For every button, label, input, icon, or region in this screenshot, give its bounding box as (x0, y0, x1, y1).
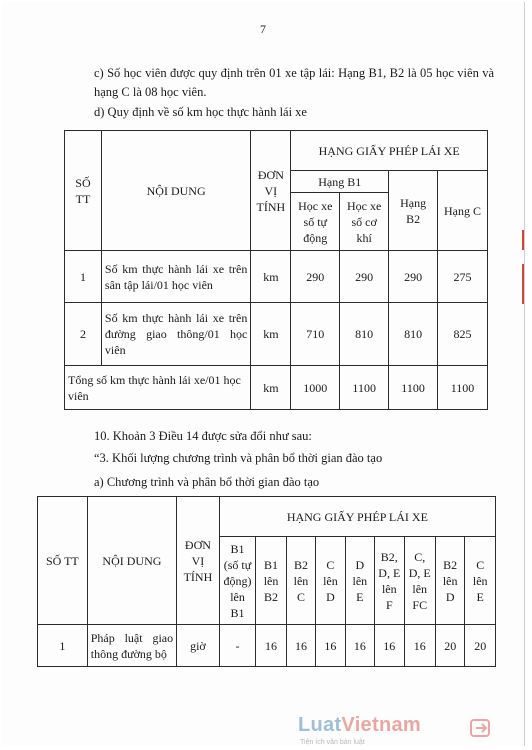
header-col-d-e: D lên E (345, 537, 374, 625)
row-b1-manual: 810 (340, 303, 389, 366)
row-value: 20 (435, 625, 464, 667)
row-unit: giờ (177, 625, 220, 667)
header-hang-b1: Hạng B1 (291, 171, 389, 193)
document-page (2, 2, 525, 746)
margin-stamp-mark (522, 264, 525, 304)
header-col-b2-d: B2 lên D (435, 537, 464, 625)
header-b1-auto: Học xe số tự động (291, 193, 340, 251)
table-row (65, 251, 488, 303)
row-content: Số km thực hành lái xe trên sân tập lái/01 học viên (101, 251, 250, 303)
luatvietnam-watermark (298, 712, 498, 746)
row-value: - (219, 625, 256, 667)
total-b1-auto: 1000 (291, 366, 340, 410)
paragraph-khoi-luong: “3. Khối lượng chương trình và phân bổ thời gian đào tạo (94, 451, 383, 465)
table-row (65, 303, 488, 366)
header-col-b2de-f: B2, D, E lên F (375, 537, 404, 625)
watermark-tagline: Tiện ích văn bản luật (300, 739, 365, 746)
row-stt: 1 (38, 625, 88, 667)
row-value: 16 (286, 625, 315, 667)
header-col-c-d: C lên D (316, 537, 345, 625)
header-col-c-e: C lên E (465, 537, 496, 625)
row-b2: 290 (389, 251, 438, 303)
header-hang-c: Hạng C (438, 171, 488, 251)
row-value: 16 (345, 625, 374, 667)
header-license-group: HẠNG GIẤY PHÉP LÁI XE (291, 131, 488, 171)
km-practice-table (64, 130, 488, 410)
paragraph-a: a) Chương trình và phân bổ thời gian đào tạo (94, 475, 320, 489)
header-b1-manual: Học xe số cơ khí (340, 193, 389, 251)
watermark-arrow-icon (470, 718, 492, 738)
row-value: 16 (404, 625, 435, 667)
paragraph-d: d) Quy định về số km học thực hành lái xe (94, 105, 307, 119)
row-b1-manual: 290 (340, 251, 389, 303)
row-unit: km (251, 251, 291, 303)
paragraph-c: c) Số học viên được quy định trên 01 xe tập lái: Hạng B1, B2 là 05 học viên và hạng C là 08 học viên. (94, 66, 494, 99)
row-c: 825 (438, 303, 488, 366)
table-row (38, 625, 496, 667)
row-value: 16 (256, 625, 286, 667)
paragraph-khoan-3: 10. Khoản 3 Điều 14 được sửa đổi như sau: (94, 429, 312, 443)
header-noi-dung: NỘI DUNG (101, 131, 250, 251)
total-c: 1100 (438, 366, 488, 410)
margin-stamp-mark (522, 230, 525, 250)
header-noi-dung: NỘI DUNG (87, 497, 176, 625)
row-value: 16 (316, 625, 345, 667)
row-b1-auto: 290 (291, 251, 340, 303)
watermark-luat: Luat (298, 714, 342, 736)
row-stt: 1 (65, 251, 102, 303)
header-stt: SỐ TT (65, 131, 102, 251)
header-hang-b2: Hạng B2 (389, 171, 438, 251)
watermark-vietnam: Vietnam (341, 714, 421, 736)
row-value: 20 (465, 625, 496, 667)
header-col-b1-auto-b1: B1 (số tự động) lên B1 (219, 537, 256, 625)
row-content: Số km thực hành lái xe trên đường giao thông/01 học viên (101, 303, 250, 366)
total-unit: km (251, 366, 291, 410)
header-col-cde-fc: C, D, E lên FC (404, 537, 435, 625)
header-col-b2-c: B2 lên C (286, 537, 315, 625)
total-content: Tổng số km thực hành lái xe/01 học viên (65, 366, 251, 410)
row-b2: 810 (389, 303, 438, 366)
page-number: 7 (260, 22, 266, 36)
row-value: 16 (375, 625, 404, 667)
training-hours-table (37, 496, 496, 667)
total-b1-manual: 1100 (340, 366, 389, 410)
row-b1-auto: 710 (291, 303, 340, 366)
header-col-b1-b2: B1 lên B2 (256, 537, 286, 625)
total-b2: 1100 (389, 366, 438, 410)
table-total-row (65, 366, 488, 410)
header-don-vi: ĐƠN VỊ TÍNH (177, 497, 220, 625)
header-license-group: HẠNG GIẤY PHÉP LÁI XE (219, 497, 495, 537)
header-don-vi: ĐƠN VỊ TÍNH (251, 131, 291, 251)
row-c: 275 (438, 251, 488, 303)
header-stt: SỐ TT (38, 497, 88, 625)
row-content: Pháp luật giao thông đường bộ (87, 625, 176, 667)
row-stt: 2 (65, 303, 102, 366)
row-unit: km (251, 303, 291, 366)
